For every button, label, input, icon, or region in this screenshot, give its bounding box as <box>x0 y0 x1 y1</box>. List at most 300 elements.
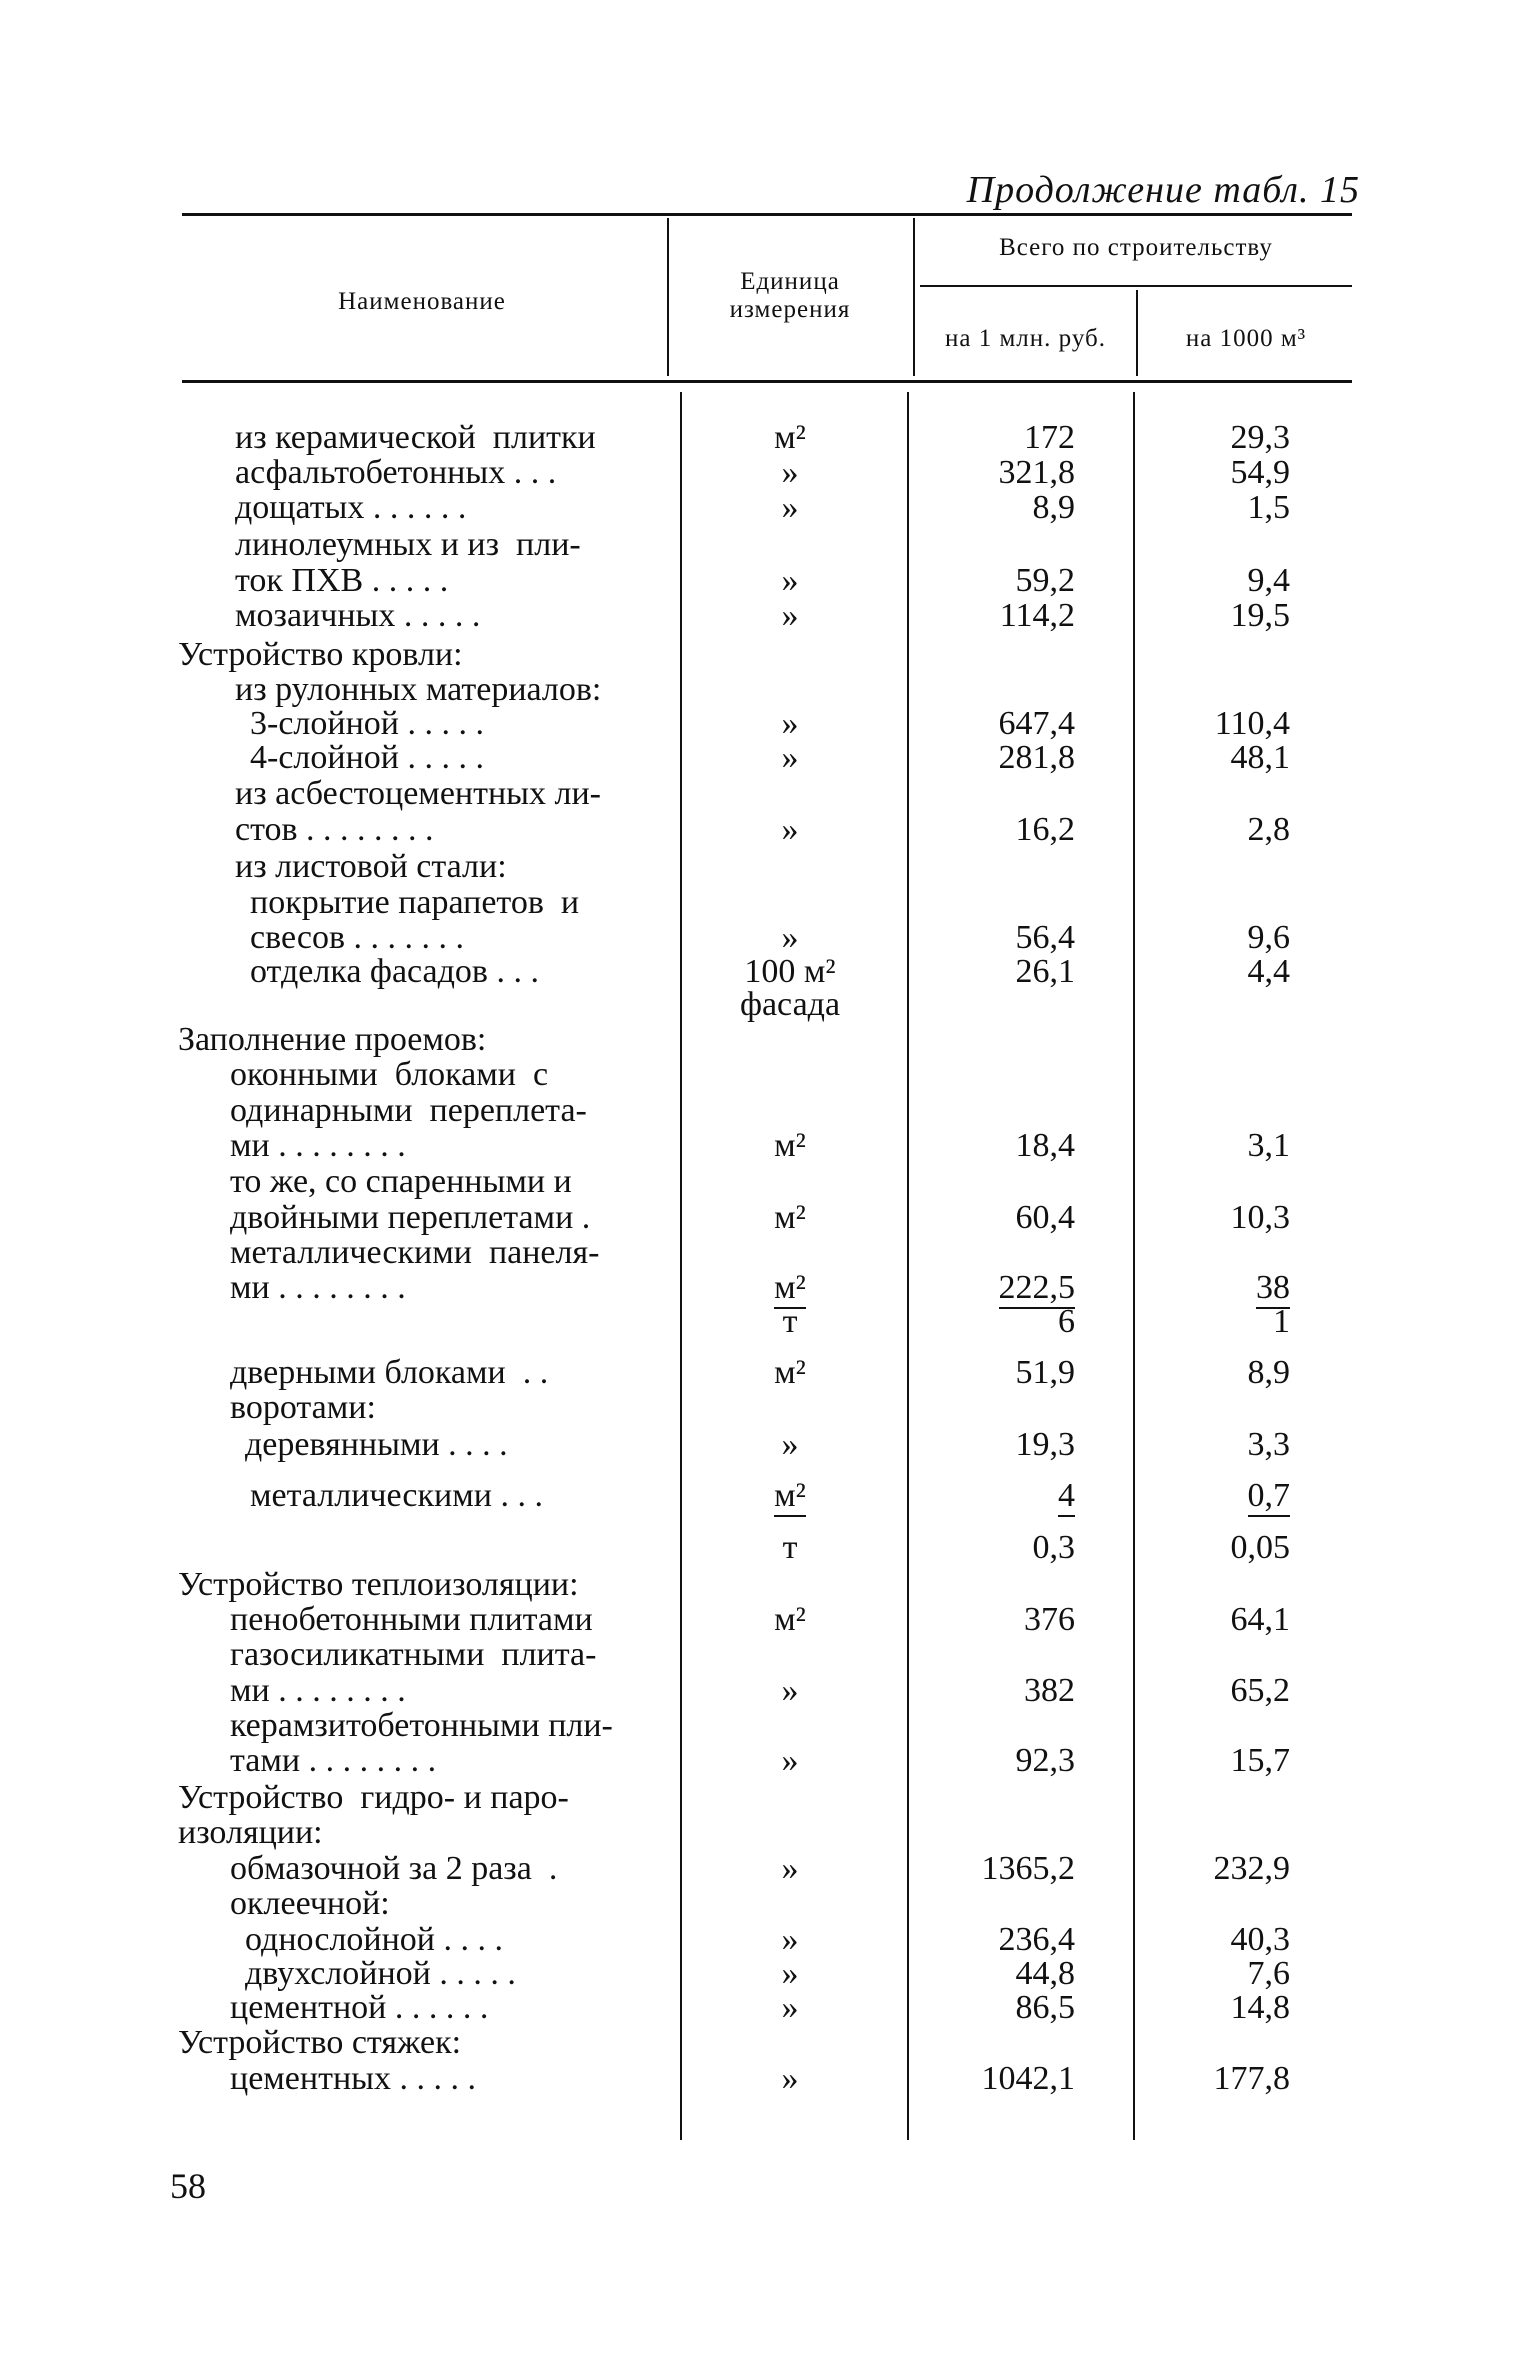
row-unit-cell <box>695 637 885 672</box>
row-unit-cell <box>695 954 885 989</box>
row-value-cell-1 <box>925 885 1075 920</box>
row-name: 3-слойной . . . . . <box>250 705 484 742</box>
row-unit-cell <box>695 1304 885 1339</box>
table-row <box>0 1022 1535 1057</box>
row-value-cell-1 <box>925 1427 1075 1462</box>
header-divider-3 <box>1136 290 1138 376</box>
row-unit: м² <box>774 1354 806 1391</box>
row-name: оклеечной: <box>230 1885 390 1922</box>
row-value-per-million-rub: 4 <box>1058 1478 1075 1517</box>
row-name: металлическими . . . <box>250 1477 543 1514</box>
row-value-cell-1 <box>925 455 1075 490</box>
row-value-per-million-rub: 114,2 <box>999 597 1075 634</box>
row-value-cell-1 <box>925 1390 1075 1425</box>
header-divider-2 <box>913 218 915 376</box>
row-name: Устройство кровли: <box>178 636 463 673</box>
row-value-per-1000-m3: 48,1 <box>1230 739 1290 776</box>
table-row <box>0 1478 1535 1513</box>
header-col1: на 1 млн. руб. <box>945 325 1106 352</box>
row-value-cell-1 <box>925 920 1075 955</box>
row-name: линолеумных и из пли- <box>235 526 581 563</box>
header-group: Всего по строительству <box>999 234 1273 261</box>
row-unit-cell <box>695 1567 885 1602</box>
row-name: из листовой стали: <box>235 848 507 885</box>
row-value-cell-2 <box>1140 885 1290 920</box>
row-unit-cell <box>695 1057 885 1092</box>
table-row <box>0 1093 1535 1128</box>
row-value-per-1000-m3: 1 <box>1273 1303 1290 1340</box>
table-row <box>0 527 1535 562</box>
row-value-per-million-rub: 222,5 <box>999 1270 1076 1309</box>
row-value-cell-2 <box>1140 455 1290 490</box>
row-value-cell-2 <box>1140 2061 1290 2096</box>
row-value-cell-2 <box>1140 812 1290 847</box>
row-unit-cell <box>695 455 885 490</box>
row-name: изоляции: <box>178 1814 323 1851</box>
row-value-per-1000-m3: 7,6 <box>1247 1955 1290 1992</box>
row-value-cell-2 <box>1140 1602 1290 1637</box>
row-value-cell-1 <box>925 1886 1075 1921</box>
row-unit-cell <box>695 1128 885 1163</box>
table-row <box>0 1270 1535 1305</box>
row-value-cell-2 <box>1140 1851 1290 1886</box>
row-name: воротами: <box>230 1389 376 1426</box>
row-value-per-million-rub: 60,4 <box>1015 1199 1075 1236</box>
row-value-cell-1 <box>925 1530 1075 1565</box>
table-row <box>0 954 1535 989</box>
row-value-cell-1 <box>925 1022 1075 1057</box>
table-row <box>0 1355 1535 1390</box>
row-name: стов . . . . . . . . <box>235 811 434 848</box>
table-row <box>0 1990 1535 2025</box>
row-value-per-1000-m3: 64,1 <box>1230 1601 1290 1638</box>
row-name: из керамической плитки <box>235 419 596 456</box>
table-row <box>0 885 1535 920</box>
row-value-cell-2 <box>1140 527 1290 562</box>
row-value-cell-2 <box>1140 1743 1290 1778</box>
row-value-cell-1 <box>925 1708 1075 1743</box>
row-unit-cell <box>695 920 885 955</box>
table-row <box>0 1956 1535 1991</box>
row-value-per-million-rub: 16,2 <box>1015 811 1075 848</box>
row-value-cell-2 <box>1140 1355 1290 1390</box>
row-name: отделка фасадов . . . <box>250 953 539 990</box>
row-unit-cell <box>695 1886 885 1921</box>
row-unit-cell <box>695 1780 885 1815</box>
table-row <box>0 672 1535 707</box>
page-number: 58 <box>170 2166 206 2206</box>
row-value-cell-2 <box>1140 1235 1290 1270</box>
row-name: керамзитобетонными пли- <box>230 1707 613 1744</box>
row-value-cell-1 <box>925 563 1075 598</box>
row-unit-cell <box>695 1478 885 1517</box>
row-unit-cell <box>695 987 885 1022</box>
row-unit: 100 м² <box>744 953 836 990</box>
table-row <box>0 1427 1535 1462</box>
row-value-per-million-rub: 172 <box>1024 419 1075 456</box>
row-unit-cell <box>695 2061 885 2096</box>
row-value-per-million-rub: 376 <box>1024 1601 1075 1638</box>
row-value-per-million-rub: 382 <box>1024 1672 1075 1709</box>
table-row <box>0 1780 1535 1815</box>
row-value-per-1000-m3: 29,3 <box>1230 419 1290 456</box>
row-value-cell-2 <box>1140 598 1290 633</box>
row-value-cell-2 <box>1140 490 1290 525</box>
table-row <box>0 1673 1535 1708</box>
row-value-cell-2 <box>1140 1886 1290 1921</box>
row-value-cell-2 <box>1140 1567 1290 1602</box>
row-value-cell-1 <box>925 490 1075 525</box>
header-col2: на 1000 м³ <box>1185 325 1307 352</box>
row-value-per-1000-m3: 19,5 <box>1230 597 1290 634</box>
row-unit: т <box>782 1529 798 1566</box>
row-value-cell-1 <box>925 1478 1075 1517</box>
row-unit: » <box>781 489 799 526</box>
row-value-cell-2 <box>1140 1708 1290 1743</box>
row-value-cell-1 <box>925 527 1075 562</box>
row-value-cell-1 <box>925 1780 1075 1815</box>
row-name: тами . . . . . . . . <box>230 1742 437 1779</box>
row-value-per-million-rub: 18,4 <box>1015 1127 1075 1164</box>
row-unit: » <box>781 705 799 742</box>
table-row <box>0 1637 1535 1672</box>
row-value-per-1000-m3: 0,05 <box>1230 1529 1290 1566</box>
row-unit-cell <box>695 1990 885 2025</box>
row-value-per-million-rub: 51,9 <box>1015 1354 1075 1391</box>
row-unit-cell <box>695 1530 885 1565</box>
header-name: Наименование <box>338 288 506 315</box>
row-value-cell-2 <box>1140 1200 1290 1235</box>
row-unit-cell <box>695 812 885 847</box>
row-value-per-1000-m3: 3,3 <box>1247 1426 1290 1463</box>
row-unit: » <box>781 1426 799 1463</box>
row-unit-cell <box>695 563 885 598</box>
table-row <box>0 1390 1535 1425</box>
row-value-cell-1 <box>925 1922 1075 1957</box>
row-value-per-1000-m3: 177,8 <box>1213 2060 1290 2097</box>
row-value-per-million-rub: 19,3 <box>1015 1426 1075 1463</box>
row-value-per-million-rub: 1365,2 <box>981 1850 1075 1887</box>
group-header-rule <box>920 285 1352 287</box>
row-value-cell-1 <box>925 420 1075 455</box>
row-name: ми . . . . . . . . <box>230 1269 406 1306</box>
row-unit: » <box>781 454 799 491</box>
row-name: то же, со спаренными и <box>230 1163 572 1200</box>
table-row <box>0 1922 1535 1957</box>
row-unit-cell <box>695 1708 885 1743</box>
row-value-cell-2 <box>1140 1128 1290 1163</box>
row-name: обмазочной за 2 раза . <box>230 1850 558 1887</box>
row-value-per-million-rub: 236,4 <box>998 1921 1075 1958</box>
row-value-per-1000-m3: 1,5 <box>1247 489 1290 526</box>
row-value-cell-1 <box>925 2025 1075 2060</box>
table-row <box>0 1057 1535 1092</box>
row-value-cell-1 <box>925 1743 1075 1778</box>
row-name: Устройство гидро- и паро- <box>178 1779 569 1816</box>
row-value-cell-2 <box>1140 1815 1290 1850</box>
row-name: дощатых . . . . . . <box>235 489 467 526</box>
row-name: двухслойной . . . . . <box>245 1955 516 1992</box>
table-row <box>0 420 1535 455</box>
table-row <box>0 455 1535 490</box>
row-unit: м² <box>774 1199 806 1236</box>
row-value-cell-2 <box>1140 1990 1290 2025</box>
row-value-per-1000-m3: 8,9 <box>1247 1354 1290 1391</box>
row-value-cell-1 <box>925 637 1075 672</box>
table-row <box>0 776 1535 811</box>
row-value-per-million-rub: 44,8 <box>1015 1955 1075 1992</box>
row-value-cell-1 <box>925 849 1075 884</box>
row-unit: » <box>781 562 799 599</box>
row-value-cell-1 <box>925 1057 1075 1092</box>
row-value-per-1000-m3: 10,3 <box>1230 1199 1290 1236</box>
row-unit: » <box>781 739 799 776</box>
row-value-cell-2 <box>1140 987 1290 1022</box>
header-divider-1 <box>667 218 669 376</box>
row-unit: » <box>781 811 799 848</box>
row-value-per-million-rub: 0,3 <box>1032 1529 1075 1566</box>
row-unit: » <box>781 1989 799 2026</box>
row-unit-cell <box>695 1851 885 1886</box>
row-name: из асбестоцементных ли- <box>235 775 601 812</box>
row-unit-cell <box>695 1956 885 1991</box>
row-name: двойными переплетами . <box>230 1199 591 1236</box>
row-unit-cell <box>695 1390 885 1425</box>
table-row <box>0 490 1535 525</box>
table-row <box>0 1708 1535 1743</box>
row-value-cell-2 <box>1140 420 1290 455</box>
row-value-cell-2 <box>1140 1956 1290 1991</box>
row-unit: м² <box>774 419 806 456</box>
row-value-per-1000-m3: 38 <box>1256 1270 1290 1309</box>
row-value-per-million-rub: 6 <box>1058 1303 1075 1340</box>
row-name: оконными блоками с <box>230 1056 549 1093</box>
row-unit-cell <box>695 1235 885 1270</box>
row-value-per-million-rub: 321,8 <box>998 454 1075 491</box>
row-name: одинарными переплета- <box>230 1092 587 1129</box>
row-value-cell-1 <box>925 706 1075 741</box>
row-value-cell-2 <box>1140 1427 1290 1462</box>
row-unit-cell <box>695 885 885 920</box>
table-row <box>0 1164 1535 1199</box>
table-row <box>0 637 1535 672</box>
row-value-per-1000-m3: 9,4 <box>1247 562 1290 599</box>
row-name: ми . . . . . . . . <box>230 1672 406 1709</box>
row-value-cell-2 <box>1140 776 1290 811</box>
row-value-cell-1 <box>925 1128 1075 1163</box>
row-value-per-million-rub: 56,4 <box>1015 919 1075 956</box>
row-value-cell-1 <box>925 1673 1075 1708</box>
row-unit-cell <box>695 420 885 455</box>
row-value-per-million-rub: 92,3 <box>1015 1742 1075 1779</box>
table-row <box>0 987 1535 1022</box>
row-value-per-1000-m3: 4,4 <box>1247 953 1290 990</box>
row-value-cell-2 <box>1140 672 1290 707</box>
row-value-cell-2 <box>1140 1478 1290 1517</box>
row-value-cell-1 <box>925 1093 1075 1128</box>
row-name: металлическими панеля- <box>230 1234 600 1271</box>
row-unit-cell <box>695 1743 885 1778</box>
row-value-cell-2 <box>1140 1530 1290 1565</box>
row-name: деревянными . . . . <box>245 1426 508 1463</box>
row-value-cell-2 <box>1140 1390 1290 1425</box>
row-value-cell-1 <box>925 598 1075 633</box>
row-unit-cell <box>695 2025 885 2060</box>
table-row <box>0 2025 1535 2060</box>
row-unit-cell <box>695 776 885 811</box>
table-row <box>0 563 1535 598</box>
row-value-cell-2 <box>1140 1922 1290 1957</box>
row-value-cell-2 <box>1140 954 1290 989</box>
table-row <box>0 1886 1535 1921</box>
row-value-cell-1 <box>925 1164 1075 1199</box>
row-value-per-million-rub: 647,4 <box>998 705 1075 742</box>
row-value-per-million-rub: 26,1 <box>1015 953 1075 990</box>
row-name: пенобетонными плитами <box>230 1601 593 1638</box>
row-value-cell-2 <box>1140 637 1290 672</box>
table-row <box>0 740 1535 775</box>
row-value-cell-1 <box>925 776 1075 811</box>
row-unit-cell <box>695 672 885 707</box>
row-value-per-1000-m3: 0,7 <box>1248 1478 1291 1517</box>
row-unit: » <box>781 1742 799 1779</box>
row-value-per-million-rub: 59,2 <box>1015 562 1075 599</box>
row-name: цементной . . . . . . <box>230 1989 489 2026</box>
table-row <box>0 598 1535 633</box>
row-value-cell-1 <box>925 954 1075 989</box>
row-unit-cell <box>695 527 885 562</box>
row-name: Устройство теплоизоляции: <box>178 1566 579 1603</box>
row-unit-cell <box>695 1164 885 1199</box>
row-value-cell-1 <box>925 1567 1075 1602</box>
table-caption: Продолжение табл. 15 <box>966 169 1360 211</box>
table-row <box>0 1602 1535 1637</box>
row-value-cell-1 <box>925 1990 1075 2025</box>
row-value-per-1000-m3: 54,9 <box>1230 454 1290 491</box>
row-value-cell-2 <box>1140 1780 1290 1815</box>
row-value-per-1000-m3: 110,4 <box>1214 705 1290 742</box>
row-unit: фасада <box>739 986 841 1023</box>
row-value-per-million-rub: 1042,1 <box>981 2060 1075 2097</box>
row-unit: » <box>781 1921 799 1958</box>
row-value-per-1000-m3: 40,3 <box>1230 1921 1290 1958</box>
table-row <box>0 1743 1535 1778</box>
row-value-cell-1 <box>925 1200 1075 1235</box>
row-name: ми . . . . . . . . <box>230 1127 406 1164</box>
row-value-cell-2 <box>1140 1164 1290 1199</box>
row-unit-cell <box>695 1355 885 1390</box>
row-unit-cell <box>695 1427 885 1462</box>
row-name: 4-слойной . . . . . <box>250 739 484 776</box>
row-name: Устройство стяжек: <box>178 2024 462 2061</box>
row-value-cell-1 <box>925 1602 1075 1637</box>
row-name: свесов . . . . . . . <box>250 919 465 956</box>
row-unit-cell <box>695 1093 885 1128</box>
row-unit-cell <box>695 1922 885 1957</box>
row-unit-cell <box>695 598 885 633</box>
row-value-per-1000-m3: 65,2 <box>1230 1672 1290 1709</box>
row-value-cell-2 <box>1140 1304 1290 1339</box>
row-name: покрытие парапетов и <box>250 884 580 921</box>
row-unit-cell <box>695 740 885 775</box>
header-bottom-rule <box>182 380 1352 383</box>
row-value-per-million-rub: 86,5 <box>1015 1989 1075 2026</box>
table-row <box>0 1128 1535 1163</box>
row-value-cell-1 <box>925 740 1075 775</box>
table-row <box>0 1530 1535 1565</box>
row-value-per-1000-m3: 2,8 <box>1247 811 1290 848</box>
table-row <box>0 1235 1535 1270</box>
row-value-cell-2 <box>1140 1022 1290 1057</box>
row-value-per-1000-m3: 14,8 <box>1230 1989 1290 2026</box>
row-value-cell-1 <box>925 672 1075 707</box>
row-value-per-1000-m3: 232,9 <box>1213 1850 1290 1887</box>
row-value-cell-2 <box>1140 706 1290 741</box>
row-unit: » <box>781 597 799 634</box>
row-value-cell-2 <box>1140 920 1290 955</box>
row-value-per-1000-m3: 3,1 <box>1247 1127 1290 1164</box>
row-name: дверными блоками . . <box>230 1354 549 1391</box>
table-row <box>0 1815 1535 1850</box>
row-value-cell-2 <box>1140 849 1290 884</box>
row-value-per-million-rub: 281,8 <box>998 739 1075 776</box>
row-value-cell-1 <box>925 812 1075 847</box>
row-value-cell-1 <box>925 1637 1075 1672</box>
row-unit: м² <box>774 1478 806 1517</box>
row-unit-cell <box>695 1602 885 1637</box>
row-unit: » <box>781 1850 799 1887</box>
row-name: асфальтобетонных . . . <box>235 454 557 491</box>
row-unit: т <box>782 1303 798 1340</box>
row-unit: » <box>781 919 799 956</box>
row-unit-cell <box>695 1673 885 1708</box>
row-value-cell-1 <box>925 1956 1075 1991</box>
row-value-cell-2 <box>1140 563 1290 598</box>
table-row <box>0 1304 1535 1339</box>
row-value-per-1000-m3: 15,7 <box>1230 1742 1290 1779</box>
row-value-cell-2 <box>1140 1057 1290 1092</box>
row-value-cell-1 <box>925 1851 1075 1886</box>
row-value-cell-2 <box>1140 2025 1290 2060</box>
row-unit-cell <box>695 1815 885 1850</box>
table-row <box>0 1851 1535 1886</box>
row-value-cell-1 <box>925 1235 1075 1270</box>
table-row <box>0 1567 1535 1602</box>
row-unit-cell <box>695 1022 885 1057</box>
table-row <box>0 920 1535 955</box>
table-row <box>0 812 1535 847</box>
row-unit: » <box>781 2060 799 2097</box>
row-value-cell-2 <box>1140 1637 1290 1672</box>
header-top-rule <box>182 213 1352 216</box>
row-value-cell-1 <box>925 1355 1075 1390</box>
row-value-per-million-rub: 8,9 <box>1032 489 1075 526</box>
row-value-cell-1 <box>925 1304 1075 1339</box>
row-value-cell-1 <box>925 2061 1075 2096</box>
row-name: газосиликатными плита- <box>230 1636 597 1673</box>
row-name: цементных . . . . . <box>230 2060 476 2097</box>
row-name: мозаичных . . . . . <box>235 597 481 634</box>
row-unit: м² <box>774 1270 806 1309</box>
row-unit: » <box>781 1955 799 1992</box>
row-name: Заполнение проемов: <box>178 1021 487 1058</box>
row-value-per-1000-m3: 9,6 <box>1247 919 1290 956</box>
row-unit: м² <box>774 1601 806 1638</box>
row-name: из рулонных материалов: <box>235 671 602 708</box>
row-name: однослойной . . . . <box>245 1921 504 1958</box>
row-value-cell-2 <box>1140 1093 1290 1128</box>
row-unit-cell <box>695 490 885 525</box>
